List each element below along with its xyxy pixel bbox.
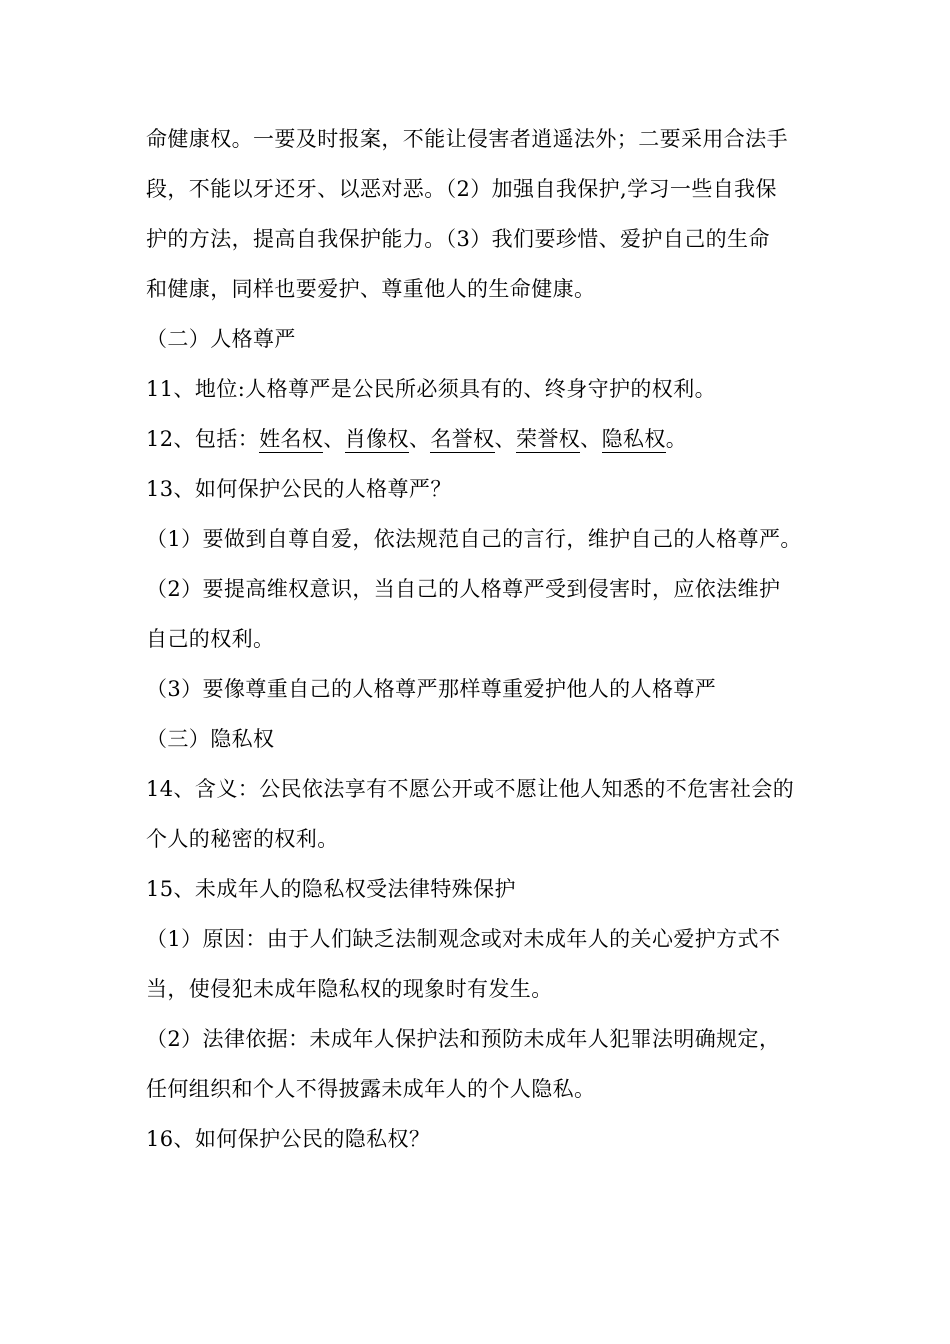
- item-16: 16、如何保护公民的隐私权？: [146, 1127, 431, 1151]
- reason-point: （1）原因：由于人们缺乏法制观念或对未成年人的关心爱护方式不: [146, 927, 781, 951]
- item-12-end: 。: [665, 427, 688, 451]
- paragraph-line: 和健康，同样也要爱护、尊重他人的生命健康。: [146, 277, 596, 301]
- item-14-cont: 个人的秘密的权利。: [146, 827, 339, 851]
- separator: 、: [494, 427, 516, 451]
- right-reputation: 名誉权: [430, 427, 495, 451]
- paragraph-line: 段，不能以牙还牙、以恶对恶。（2）加强自我保护,学习一些自我保: [146, 177, 777, 201]
- separator: 、: [408, 427, 431, 451]
- section-heading-privacy: （三）隐私权: [146, 727, 275, 751]
- separator: 、: [580, 427, 602, 451]
- point-1: （1）要做到自尊自爱，依法规范自己的言行，维护自己的人格尊严。: [146, 527, 802, 551]
- law-point-cont: 任何组织和个人不得披露未成年人的个人隐私。: [146, 1077, 596, 1101]
- reason-point-cont: 当，使侵犯未成年隐私权的现象时有发生。: [146, 977, 553, 1001]
- paragraph-line: 命健康权。一要及时报案，不能让侵害者逍遥法外；二要采用合法手: [146, 127, 788, 151]
- paragraph-line: 护的方法，提高自我保护能力。（3）我们要珍惜、爱护自己的生命: [146, 227, 770, 251]
- right-name: 姓名权: [259, 427, 324, 451]
- item-14: 14、含义：公民依法享有不愿公开或不愿让他人知悉的不危害社会的: [146, 777, 795, 801]
- law-point: （2）法律依据：未成年人保护法和预防未成年人犯罪法明确规定，: [146, 1027, 781, 1051]
- section-heading-dignity: （二）人格尊严: [146, 327, 296, 351]
- item-12: [146, 426, 826, 453]
- item-15: 15、未成年人的隐私权受法律特殊保护: [146, 877, 516, 901]
- right-honor: 荣誉权: [515, 427, 581, 451]
- point-2: （2）要提高维权意识，当自己的人格尊严受到侵害时，应依法维护: [146, 577, 781, 601]
- point-3: （3）要像尊重自己的人格尊严那样尊重爱护他人的人格尊严: [146, 677, 717, 701]
- item-12-prefix: 12、包括：: [146, 427, 260, 451]
- right-portrait: 肖像权: [344, 427, 409, 451]
- item-11: 11、地位:人格尊严是公民所必须具有的、终身守护的权利。: [146, 377, 716, 401]
- separator: 、: [323, 427, 345, 451]
- item-13: 13、如何保护公民的人格尊严？: [146, 477, 452, 501]
- point-2-cont: 自己的权利。: [146, 627, 275, 651]
- right-privacy: 隐私权: [601, 427, 666, 451]
